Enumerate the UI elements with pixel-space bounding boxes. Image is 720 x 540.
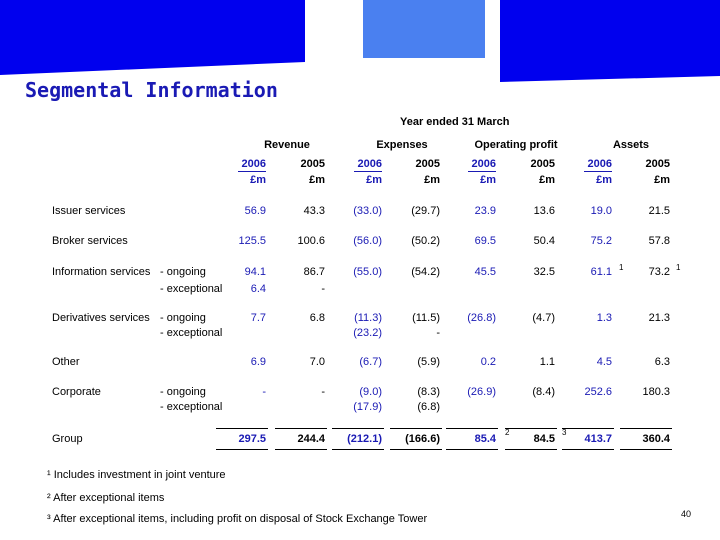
footnote-marker-1b: 1: [676, 263, 681, 272]
table-cell: 125.5: [238, 235, 266, 247]
table-cell: 413.7: [584, 433, 612, 445]
total-rule-bottom: [446, 449, 498, 450]
table-cell: 6.8: [309, 312, 325, 324]
table-cell: 6.3: [654, 356, 670, 368]
table-cell: (50.2): [411, 235, 440, 247]
total-rule-top: [275, 428, 327, 429]
table-cell: 6.4: [250, 283, 266, 295]
year-label: 2005: [300, 158, 325, 170]
footnote-1: ¹ Includes investment in joint venture: [47, 469, 226, 481]
table-cell: 0.2: [480, 356, 496, 368]
table-cell: 13.6: [533, 205, 555, 217]
table-cell: (29.7): [411, 205, 440, 217]
table-cell: (56.0): [353, 235, 382, 247]
table-cell: 19.0: [590, 205, 612, 217]
footnote-2: ² After exceptional items: [47, 492, 165, 504]
table-cell: 1.3: [596, 312, 612, 324]
unit-label: £m: [539, 174, 555, 186]
total-rule-top: [562, 428, 614, 429]
table-cell: 85.4: [474, 433, 496, 445]
row-sublabel: - ongoing: [160, 266, 206, 278]
table-cell: 43.3: [303, 205, 325, 217]
year-underline: [238, 171, 266, 172]
table-cell: (8.4): [532, 386, 555, 398]
table-cell: 56.9: [244, 205, 266, 217]
table-cell: (26.9): [467, 386, 496, 398]
year-label: 2005: [645, 158, 670, 170]
year-label: 2006: [471, 158, 496, 170]
total-rule-bottom: [216, 449, 268, 450]
table-cell: 50.4: [533, 235, 555, 247]
table-cell: (54.2): [411, 266, 440, 278]
table-cell: 45.5: [474, 266, 496, 278]
table-cell: 32.5: [533, 266, 555, 278]
table-cell: (9.0): [359, 386, 382, 398]
year-label: 2005: [530, 158, 555, 170]
table-cell: (6.8): [417, 401, 440, 413]
table-cell: 252.6: [584, 386, 612, 398]
banner-right-shape: [500, 0, 720, 82]
total-rule-bottom: [620, 449, 672, 450]
table-cell: (26.8): [467, 312, 496, 324]
header-banner: [0, 0, 720, 82]
row-sublabel: - ongoing: [160, 312, 206, 324]
group-heading-assets: Assets: [612, 139, 650, 151]
year-underline: [354, 171, 382, 172]
table-cell: -: [262, 386, 266, 398]
total-rule-bottom: [275, 449, 327, 450]
total-rule-bottom: [505, 449, 557, 450]
table-cell: 84.5: [533, 433, 555, 445]
banner-left-shape: [0, 0, 305, 75]
row-label: Other: [52, 356, 80, 368]
table-cell: (4.7): [532, 312, 555, 324]
unit-label: £m: [480, 174, 496, 186]
table-cell: 7.7: [250, 312, 266, 324]
row-label: Group: [52, 433, 83, 445]
year-label: 2006: [587, 158, 612, 170]
year-underline: [584, 171, 612, 172]
year-label: 2005: [415, 158, 440, 170]
table-cell: 100.6: [297, 235, 325, 247]
table-cell: (33.0): [353, 205, 382, 217]
unit-label: £m: [596, 174, 612, 186]
footnote-3: ³ After exceptional items, including profit on disposal of Stock Exchange Tower: [47, 513, 428, 525]
table-cell: 1.1: [539, 356, 555, 368]
row-sublabel: - exceptional: [160, 327, 223, 339]
year-label: 2006: [357, 158, 382, 170]
table-cell: (23.2): [353, 327, 382, 339]
row-label: Broker services: [52, 235, 128, 247]
total-rule-top: [332, 428, 384, 429]
page-title: Segmental Information: [25, 78, 278, 102]
total-rule-top: [446, 428, 498, 429]
table-cell: 23.9: [474, 205, 496, 217]
row-sublabel: - ongoing: [160, 386, 206, 398]
row-sublabel: - exceptional: [160, 283, 223, 295]
footnote-marker-2: 2: [505, 428, 510, 437]
footnote-marker-1a: 1: [619, 263, 624, 272]
page-number: 40: [681, 509, 692, 519]
table-cell: 57.8: [648, 235, 670, 247]
table-cell: 61.1: [590, 266, 612, 278]
row-label: Issuer services: [52, 205, 126, 217]
table-cell: (17.9): [353, 401, 382, 413]
group-heading-revenue: Revenue: [264, 139, 310, 151]
group-heading-operating-profit: Operating profit: [474, 139, 558, 151]
banner-mid-shape: [363, 0, 485, 58]
row-label: Information services: [52, 266, 151, 278]
total-rule-top: [216, 428, 268, 429]
unit-label: £m: [366, 174, 382, 186]
table-cell: 69.5: [474, 235, 496, 247]
total-rule-top: [390, 428, 442, 429]
table-cell: 244.4: [297, 433, 325, 445]
total-rule-top: [505, 428, 557, 429]
table-cell: (166.6): [405, 433, 440, 445]
table-cell: 7.0: [309, 356, 325, 368]
row-sublabel: - exceptional: [160, 401, 223, 413]
table-cell: (55.0): [353, 266, 382, 278]
year-underline: [468, 171, 496, 172]
unit-label: £m: [250, 174, 266, 186]
table-cell: 75.2: [590, 235, 612, 247]
total-rule-bottom: [390, 449, 442, 450]
table-cell: (11.3): [354, 312, 382, 324]
total-rule-bottom: [562, 449, 614, 450]
table-cell: 94.1: [244, 266, 266, 278]
table-cell: -: [321, 386, 325, 398]
total-rule-bottom: [332, 449, 384, 450]
footnote-marker-3: 3: [562, 428, 567, 437]
table-cell: (5.9): [417, 356, 440, 368]
table-cell: 86.7: [303, 266, 325, 278]
table-cell: 6.9: [250, 356, 266, 368]
row-label: Corporate: [52, 386, 101, 398]
unit-label: £m: [424, 174, 440, 186]
period-heading: Year ended 31 March: [400, 116, 510, 128]
table-cell: -: [321, 283, 325, 295]
table-cell: 297.5: [238, 433, 266, 445]
table-cell: 21.5: [648, 205, 670, 217]
year-label: 2006: [241, 158, 266, 170]
unit-label: £m: [654, 174, 670, 186]
table-cell: 180.3: [642, 386, 670, 398]
table-cell: (8.3): [417, 386, 440, 398]
table-cell: -: [436, 327, 440, 339]
table-cell: (11.5): [412, 312, 440, 324]
table-cell: 21.3: [648, 312, 670, 324]
unit-label: £m: [309, 174, 325, 186]
table-cell: (6.7): [359, 356, 382, 368]
group-heading-expenses: Expenses: [376, 139, 428, 151]
table-cell: (212.1): [347, 433, 382, 445]
row-label: Derivatives services: [52, 312, 150, 324]
total-rule-top: [620, 428, 672, 429]
table-cell: 360.4: [642, 433, 670, 445]
table-cell: 4.5: [596, 356, 612, 368]
table-cell: 73.2: [648, 266, 670, 278]
